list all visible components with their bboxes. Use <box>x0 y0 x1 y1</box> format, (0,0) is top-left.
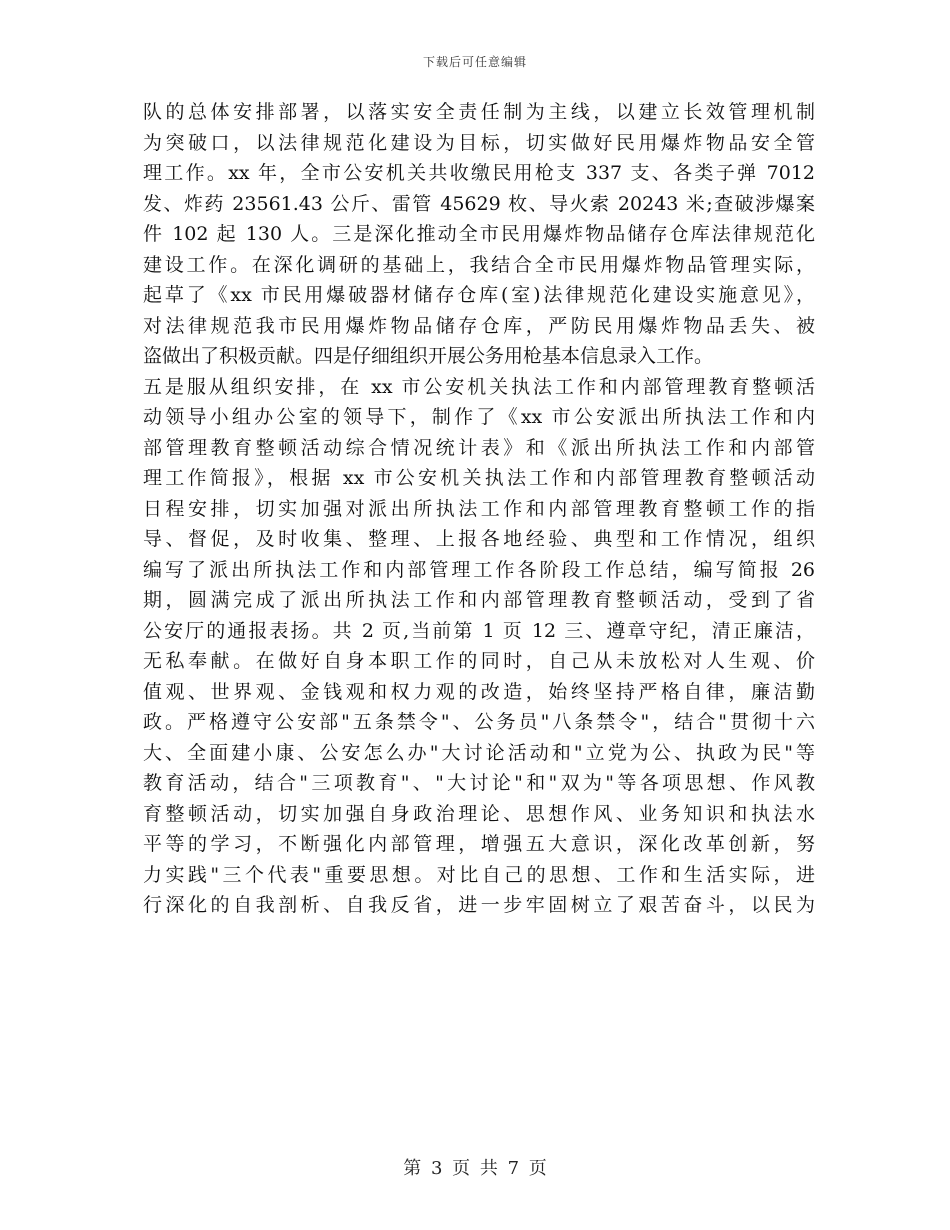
text-line: 无私奉献。在做好自身本职工作的同时，自己从未放松对人生观、价 <box>143 650 815 672</box>
text-line: 日程安排，切实加强对派出所执法工作和内部管理教育整顿工作的指 <box>143 497 815 520</box>
document-body <box>143 97 815 921</box>
text-line: 政。严格遵守公安部"五条禁令"、公务员"八条禁令"，结合"贯彻十六 <box>143 711 815 733</box>
text-line: 教育活动，结合"三项教育"、"大讨论"和"双为"等各项思想、作风教 <box>143 772 815 794</box>
text-line: 理工作。xx 年，全市公安机关共收缴民用枪支 337 支、各类子弹 7012 <box>143 162 815 184</box>
text-line: 值观、世界观、金钱观和权力观的改造，始终坚持严格自律，廉洁勤 <box>143 680 815 703</box>
text-line: 编写了派出所执法工作和内部管理工作各阶段工作总结，编写简报 26 <box>143 558 815 581</box>
text-line: 起草了《xx 市民用爆破器材储存仓库(室)法律规范化建设实施意见》， <box>143 284 815 306</box>
text-line: 队的总体安排部署，以落实安全责任制为主线，以建立长效管理机制 <box>143 101 815 123</box>
text-line: 件 102 起 130 人。三是深化推动全市民用爆炸物品储存仓库法律规范化 <box>143 223 815 245</box>
text-line: 建设工作。在深化调研的基础上，我结合全市民用爆炸物品管理实际， <box>143 253 815 276</box>
text-line: 育整顿活动，切实加强自身政治理论、思想作风、业务知识和执法水 <box>143 802 815 825</box>
text-line: 大、全面建小康、公安怎么办"大讨论活动和"立党为公、执政为民"等 <box>143 741 815 764</box>
text-line: 动领导小组办公室的领导下，制作了《xx 市公安派出所执法工作和内 <box>143 406 815 428</box>
text-line: 导、督促，及时收集、整理、上报各地经验、典型和工作情况，组织 <box>143 528 815 550</box>
text-line: 对法律规范我市民用爆炸物品储存仓库，严防民用爆炸物品丢失、被 <box>143 314 815 337</box>
text-line: 公安厅的通报表扬。共 2 页,当前第 1 页 12 三、遵章守纪，清正廉洁， <box>143 619 815 642</box>
text-line: 部管理教育整顿活动综合情况统计表》和《派出所执法工作和内部管 <box>143 436 815 459</box>
text-line: 平等的学习，不断强化内部管理，增强五大意识，深化改革创新，努 <box>143 833 815 855</box>
page-number: 第 3 页 共 7 页 <box>403 1158 547 1179</box>
text-line: 为突破口，以法律规范化建设为目标，切实做好民用爆炸物品安全管 <box>143 131 815 154</box>
text-line: 盗做出了积极贡献。四是仔细组织开展公务用枪基本信息录入工作。 <box>143 345 714 367</box>
text-line: 力实践"三个代表"重要思想。对比自己的思想、工作和生活实际，进 <box>143 863 815 886</box>
text-line: 行深化的自我剖析、自我反省，进一步牢固树立了艰苦奋斗，以民为 <box>143 894 815 916</box>
text-line: 期，圆满完成了派出所执法工作和内部管理教育整顿活动，受到了省 <box>143 589 815 611</box>
text-line: 五是服从组织安排，在 xx 市公安机关执法工作和内部管理教育整顿活 <box>143 375 815 398</box>
page-header: 下载后可任意编辑 <box>422 55 527 69</box>
text-line: 理工作简报》，根据 xx 市公安机关执法工作和内部管理教育整顿活动 <box>143 467 815 489</box>
text-line: 发、炸药 23561.43 公斤、雷管 45629 枚、导火索 20243 米;查破涉爆案 <box>143 192 815 215</box>
